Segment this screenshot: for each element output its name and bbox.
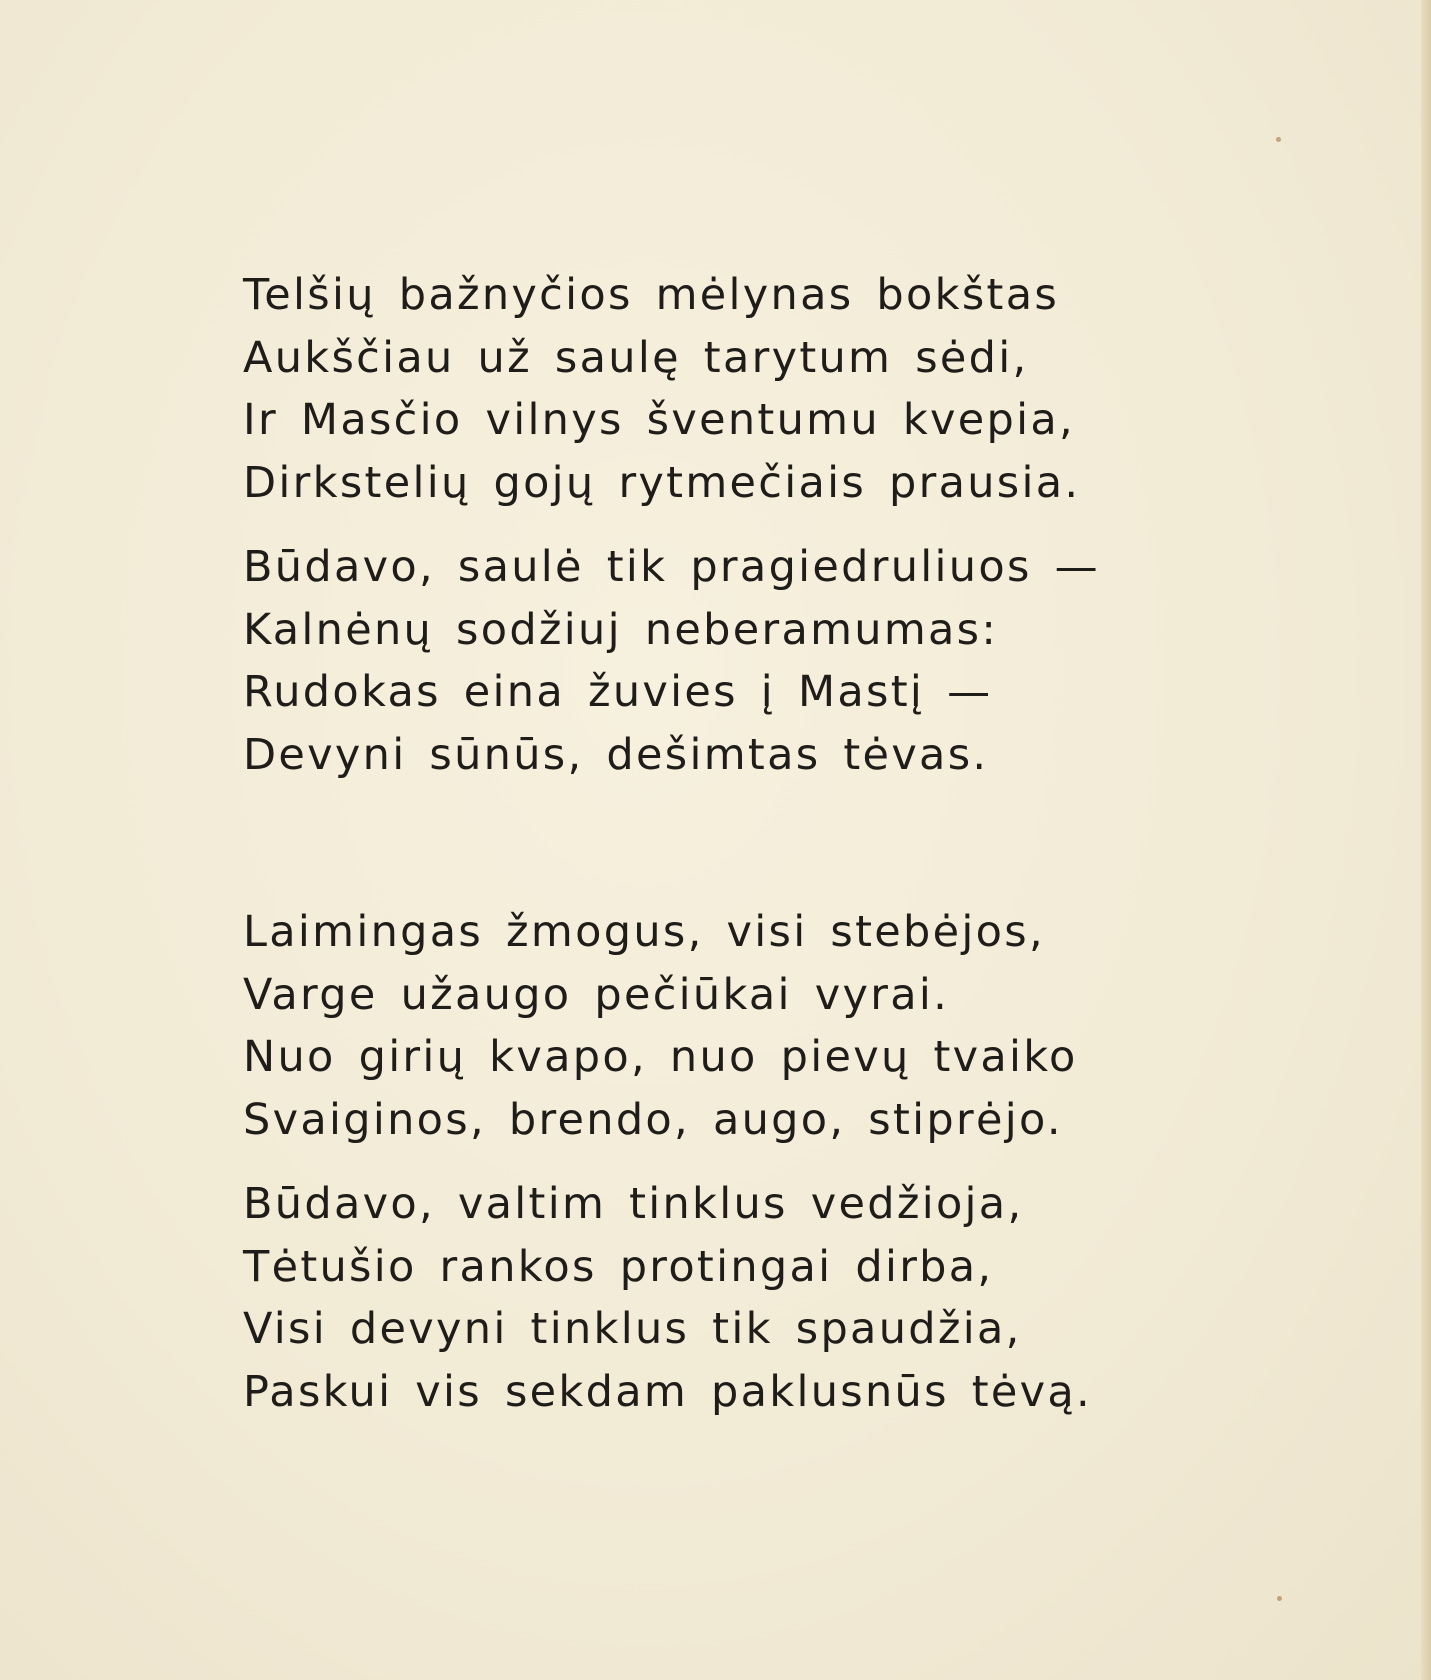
poem-line: Devyni sūnūs, dešimtas tėvas.: [243, 729, 989, 780]
poem-line: Paskui vis sekdam paklusnūs tėvą.: [243, 1366, 1093, 1417]
poem-line: Būdavo, valtim tinklus vedžioja,: [243, 1179, 1024, 1229]
paper-speck: [1276, 137, 1281, 142]
poem-line: Svaiginos, brendo, augo, stiprėjo.: [243, 1094, 1063, 1145]
poem-line: Varge užaugo pečiūkai vyrai.: [243, 969, 950, 1020]
stanza-3: [243, 901, 1143, 1151]
poem-line: Kalnėnų sodžiuj neberamumas:: [243, 604, 999, 655]
poem-line: Laimingas žmogus, visi stebėjos,: [243, 907, 1045, 957]
poem-line: Ir Masčio vilnys šventumu kvepia,: [243, 395, 1076, 445]
poem-line: Aukščiau už saulę tarytum sėdi,: [243, 332, 1029, 383]
page-edge: [1421, 0, 1431, 1680]
poem-line: Visi devyni tinklus tik spaudžia,: [243, 1304, 1022, 1354]
poem-line: Būdavo, saulė tik pragiedruliuos —: [243, 542, 1100, 592]
stanza-1: [243, 264, 1143, 514]
paper-speck: [1277, 1596, 1282, 1601]
stanza-4: [243, 1173, 1143, 1423]
poem-line: Rudokas eina žuvies į Mastį —: [243, 667, 993, 717]
poem: [243, 264, 1143, 1423]
poem-line: Dirkstelių gojų rytmečiais prausia.: [243, 457, 1081, 508]
stanza-2: [243, 536, 1143, 786]
poem-line: Telšių bažnyčios mėlynas bokštas: [243, 270, 1060, 320]
poem-line: Nuo girių kvapo, nuo pievų tvaiko: [243, 1032, 1078, 1082]
poem-line: Tėtušio rankos protingai dirba,: [243, 1241, 994, 1292]
